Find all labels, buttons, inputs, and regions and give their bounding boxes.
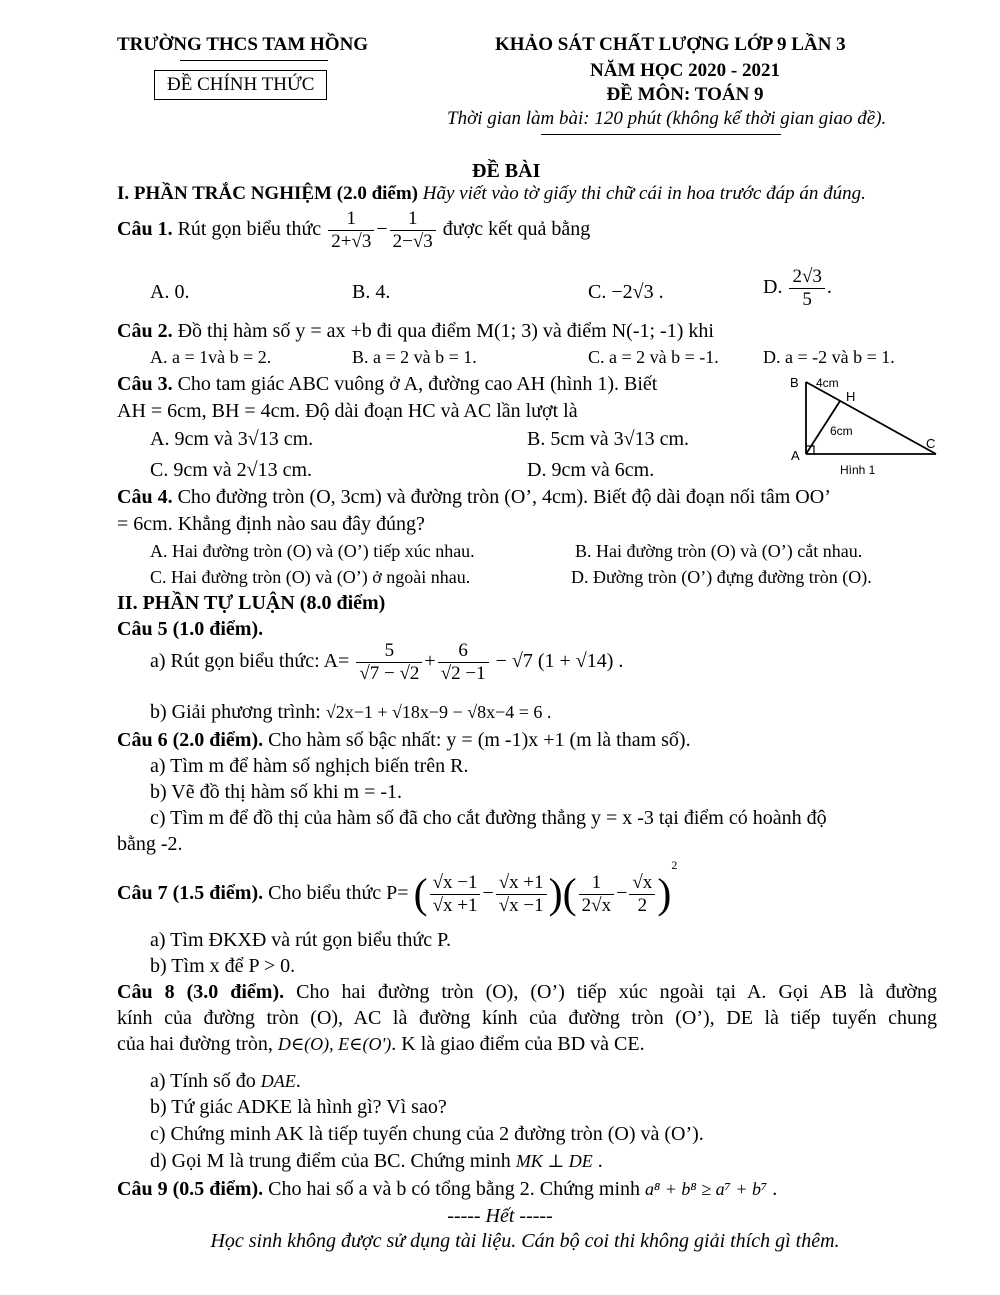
q3-text-2: AH = 6cm, BH = 4cm. Độ dài đoạn HC và AC lần lượt là xyxy=(117,400,578,422)
q8-text-2: kính của đường tròn (O), AC là đường kính của đường tròn (O’), DE là tiếp tuyến chung xyxy=(117,1007,937,1029)
q5-a-fraction-2 xyxy=(438,640,489,685)
q5-a-line: a) Rút gọn biểu thức: A= $\frac{5}{√7 - √2}$ + $\frac{6}{√2 -1}$ − √7 (1 + √14) . xyxy=(150,640,624,684)
q3-text-1: Cho tam giác ABC vuông ở A, đường cao AH (hình 1). Biết xyxy=(177,373,658,395)
q4-option-d: D. Đường tròn (O’) đựng đường tròn (O). xyxy=(571,567,872,587)
q5-a-f2-num: 6 xyxy=(438,640,489,663)
q5-b-equation: √2x−1 + √18x−9 − √8x−4 = 6 . xyxy=(325,702,552,722)
q7-f4-den: 2 xyxy=(637,894,648,916)
q9-inequality: a⁸ + b⁸ ≥ a⁷ + b⁷ xyxy=(645,1179,768,1199)
end-marker: ----- Hết ----- xyxy=(447,1205,553,1227)
q5-a-f1-num: 5 xyxy=(356,640,422,663)
q6-c-1: c) Tìm m để đồ thị của hàm số đã cho cắt đường thẳng y = x -3 tại điểm có hoành độ xyxy=(150,807,827,829)
label-a: A xyxy=(791,448,800,463)
q2-option-d: D. a = -2 và b = 1. xyxy=(763,347,895,367)
q6-label: Câu 6 (2.0 điểm). xyxy=(117,729,264,751)
school-underline xyxy=(180,60,328,61)
q5-a-text: a) Rút gọn biểu thức: A= xyxy=(150,649,350,672)
q8-line-3 xyxy=(117,1033,937,1056)
label-c: C xyxy=(926,436,936,451)
q2-text: Đồ thị hàm số y = ax +b đi qua điểm M(1; 3) và điểm N(-1; -1) khi xyxy=(177,320,714,342)
q1-optd-den: 5 xyxy=(802,288,812,310)
q1-option-d-fraction xyxy=(789,266,824,311)
q7-label: Câu 7 (1.5 điểm). xyxy=(117,882,264,904)
exam-time: Thời gian làm bài: 120 phút (không kể thời gian giao đề). xyxy=(447,108,887,129)
q4-option-b: B. Hai đường tròn (O) và (O’) cắt nhau. xyxy=(575,541,863,561)
q7-f1-den: √x +1 xyxy=(432,894,478,916)
q1-text-before: Rút gọn biểu thức xyxy=(177,217,322,240)
de-bai-heading: ĐỀ BÀI xyxy=(472,160,541,182)
q6-line xyxy=(117,729,691,752)
q7-b: b) Tìm x để P > 0. xyxy=(150,955,296,977)
q7-paren-open-1: ( xyxy=(413,871,428,918)
q1-fraction-2 xyxy=(390,208,436,253)
q7-line: Câu 7 (1.5 điểm). Cho biểu thức P= ( $\frac{√x -1}{√x +1}$ − $\frac{√x +1}{√x -1}$ )( $\frac{1}{2√x}$ − $\frac{√x}{2}$ )$^2$ xyxy=(117,858,678,918)
figure-caption: Hình 1 xyxy=(840,463,876,477)
q3-option-c: C. 9cm và 2√13 cm. xyxy=(150,459,313,481)
exam-subject: ĐỀ MÔN: TOÁN 9 xyxy=(606,84,764,105)
q8-text-3-math: D∈(O), E∈(O') xyxy=(277,1034,392,1054)
q3-option-a: A. 9cm và 3√13 cm. xyxy=(150,428,314,450)
q8-b: b) Tứ giác ADKE là hình gì? Vì sao? xyxy=(150,1096,447,1118)
q5-a-fraction-1 xyxy=(356,640,422,685)
figure-1-triangle xyxy=(786,372,946,480)
q1-frac2-den: 2−√3 xyxy=(392,230,433,252)
label-h: H xyxy=(846,389,856,404)
q7-fraction-4 xyxy=(629,872,655,917)
header-underline xyxy=(541,134,781,135)
q1-frac1-num: 1 xyxy=(328,208,374,231)
q4-option-a: A. Hai đường tròn (O) và (O’) tiếp xúc nhau. xyxy=(150,541,475,561)
footer-note: Học sinh không được sử dụng tài liệu. Cán bộ coi thi không giải thích gì thêm. xyxy=(210,1230,840,1252)
label-ah: 6cm xyxy=(830,424,853,438)
q2-option-a: A. a = 1và b = 2. xyxy=(150,347,272,367)
q8-text-3a: của hai đường tròn, xyxy=(117,1033,273,1055)
q5-a-f2-den: √2 −1 xyxy=(440,662,486,684)
q7-fraction-3 xyxy=(579,872,614,917)
q5-b-text: b) Giải phương trình: xyxy=(150,701,321,723)
q7-a: a) Tìm ĐKXĐ và rút gọn biểu thức P. xyxy=(150,929,451,951)
exam-year: NĂM HỌC 2020 - 2021 xyxy=(590,60,780,81)
label-bh: 4cm xyxy=(816,376,839,390)
q2-line xyxy=(117,320,714,343)
q1-optd-num: 2√3 xyxy=(789,266,824,289)
q3-option-b: B. 5cm và 3√13 cm. xyxy=(527,428,690,450)
q5-a-tail: − √7 (1 + √14) . xyxy=(495,649,624,672)
q5-label: Câu 5 (1.0 điểm). xyxy=(117,618,264,640)
q8-a-line: a) Tính số đo DAE. xyxy=(150,1070,301,1092)
label-b: B xyxy=(790,375,799,390)
q1-option-c: C. −2√3 . xyxy=(588,281,664,303)
q4-text-2: = 6cm. Khẳng định nào sau đây đúng? xyxy=(117,513,425,535)
part1-heading xyxy=(117,183,866,205)
part1-instruction: Hãy viết vào tờ giấy thi chữ cái in hoa trước đáp án đúng. xyxy=(422,183,866,204)
q1-frac2-num: 1 xyxy=(390,208,436,231)
q1-label: Câu 1. xyxy=(117,217,173,240)
q8-text-1: Cho hai đường tròn (O), (O’) tiếp xúc ngoài tại A. Gọi AB là đường xyxy=(296,981,937,1003)
q7-f2-num: √x +1 xyxy=(496,872,547,895)
q1-option-d-label: D. xyxy=(763,275,783,298)
q2-label: Câu 2. xyxy=(117,320,173,342)
q1-text-after: được kết quả bằng xyxy=(442,217,591,240)
q1-option-b: B. 4. xyxy=(352,281,391,303)
q4-option-c: C. Hai đường tròn (O) và (O’) ở ngoài nhau. xyxy=(150,567,471,587)
q6-c-2: bằng -2. xyxy=(117,833,183,855)
q7-f3-den: 2√x xyxy=(581,894,612,916)
q4-label: Câu 4. xyxy=(117,486,173,508)
part1-title: I. PHẦN TRẮC NGHIỆM (2.0 điểm) xyxy=(117,183,419,204)
q7-f3-num: 1 xyxy=(579,872,614,895)
q7-paren-close-1: ) xyxy=(548,871,563,918)
q2-option-c: C. a = 2 và b = -1. xyxy=(588,347,719,367)
q9-label: Câu 9 (0.5 điểm). xyxy=(117,1178,264,1200)
q7-fraction-1 xyxy=(430,872,481,917)
q5-b-line xyxy=(150,701,551,724)
q7-f4-num: √x xyxy=(629,872,655,895)
q3-label: Câu 3. xyxy=(117,373,173,395)
q6-b: b) Vẽ đồ thị hàm số khi m = -1. xyxy=(150,781,403,803)
official-stamp: ĐỀ CHÍNH THỨC xyxy=(154,70,327,100)
q1-frac1-den: 2+√3 xyxy=(331,230,372,252)
q2-option-b: B. a = 2 và b = 1. xyxy=(352,347,477,367)
q8-c: c) Chứng minh AK là tiếp tuyến chung của 2 đường tròn (O) và (O’). xyxy=(150,1123,704,1145)
q7-paren-close-2: ) xyxy=(657,871,672,918)
segment-bc xyxy=(806,382,936,454)
q1-fraction-1 xyxy=(328,208,374,253)
q7-text: Cho biểu thức P= xyxy=(268,882,409,904)
exam-title: KHẢO SÁT CHẤT LƯỢNG LỚP 9 LẦN 3 xyxy=(495,34,846,55)
q8-paragraph xyxy=(117,981,937,1056)
q1-option-a: A. 0. xyxy=(150,281,190,303)
q3-option-d: D. 9cm và 6cm. xyxy=(527,459,655,481)
q5-a-f1-den: √7 − √2 xyxy=(359,662,420,684)
q9-text: Cho hai số a và b có tổng bằng 2. Chứng minh xyxy=(268,1178,641,1200)
q6-text: Cho hàm số bậc nhất: y = (m -1)x +1 (m là tham số). xyxy=(268,729,691,751)
q8-a: a) Tính số đo xyxy=(150,1070,256,1092)
q3-line-1 xyxy=(117,373,657,396)
q6-a: a) Tìm m để hàm số nghịch biến trên R. xyxy=(150,755,469,777)
q8-label: Câu 8 (3.0 điểm). xyxy=(117,981,285,1003)
school-name: TRƯỜNG THCS TAM HỒNG xyxy=(117,34,369,55)
q8-d-line: d) Gọi M là trung điểm của BC. Chứng minh MK ⊥ DE . xyxy=(150,1150,603,1172)
q7-fraction-2 xyxy=(496,872,547,917)
q7-paren-open-2: ( xyxy=(562,871,577,918)
q7-f2-den: √x −1 xyxy=(498,894,544,916)
q4-text-1: Cho đường tròn (O, 3cm) và đường tròn (O’, 4cm). Biết độ dài đoạn nối tâm OO’ xyxy=(177,486,831,508)
q4-line-1 xyxy=(117,486,831,509)
q8-d: d) Gọi M là trung điểm của BC. Chứng minh xyxy=(150,1150,511,1172)
q7-f1-num: √x −1 xyxy=(430,872,481,895)
q1-line: Câu 1. Rút gọn biểu thức $\frac{1}{2+√3}$ − $\frac{1}{2-√3}$ được kết quả bằng xyxy=(117,208,591,252)
q7-exponent: 2 xyxy=(671,858,678,872)
q8-d-math: MK ⊥ DE xyxy=(515,1151,593,1171)
q8-line-1 xyxy=(117,981,937,1004)
part2-heading: II. PHẦN TỰ LUẬN (8.0 điểm) xyxy=(117,592,386,614)
q8-a-angle: DAE xyxy=(260,1071,296,1091)
q8-text-3b: . K là giao điểm của BD và CE. xyxy=(391,1033,645,1055)
q1-option-d: D. $\frac{2√3}{5}$ . xyxy=(763,266,832,310)
q9-line: Câu 9 (0.5 điểm). Cho hai số a và b có tổng bằng 2. Chứng minh a⁸ + b⁸ ≥ a⁷ + b⁷ . xyxy=(117,1178,778,1200)
